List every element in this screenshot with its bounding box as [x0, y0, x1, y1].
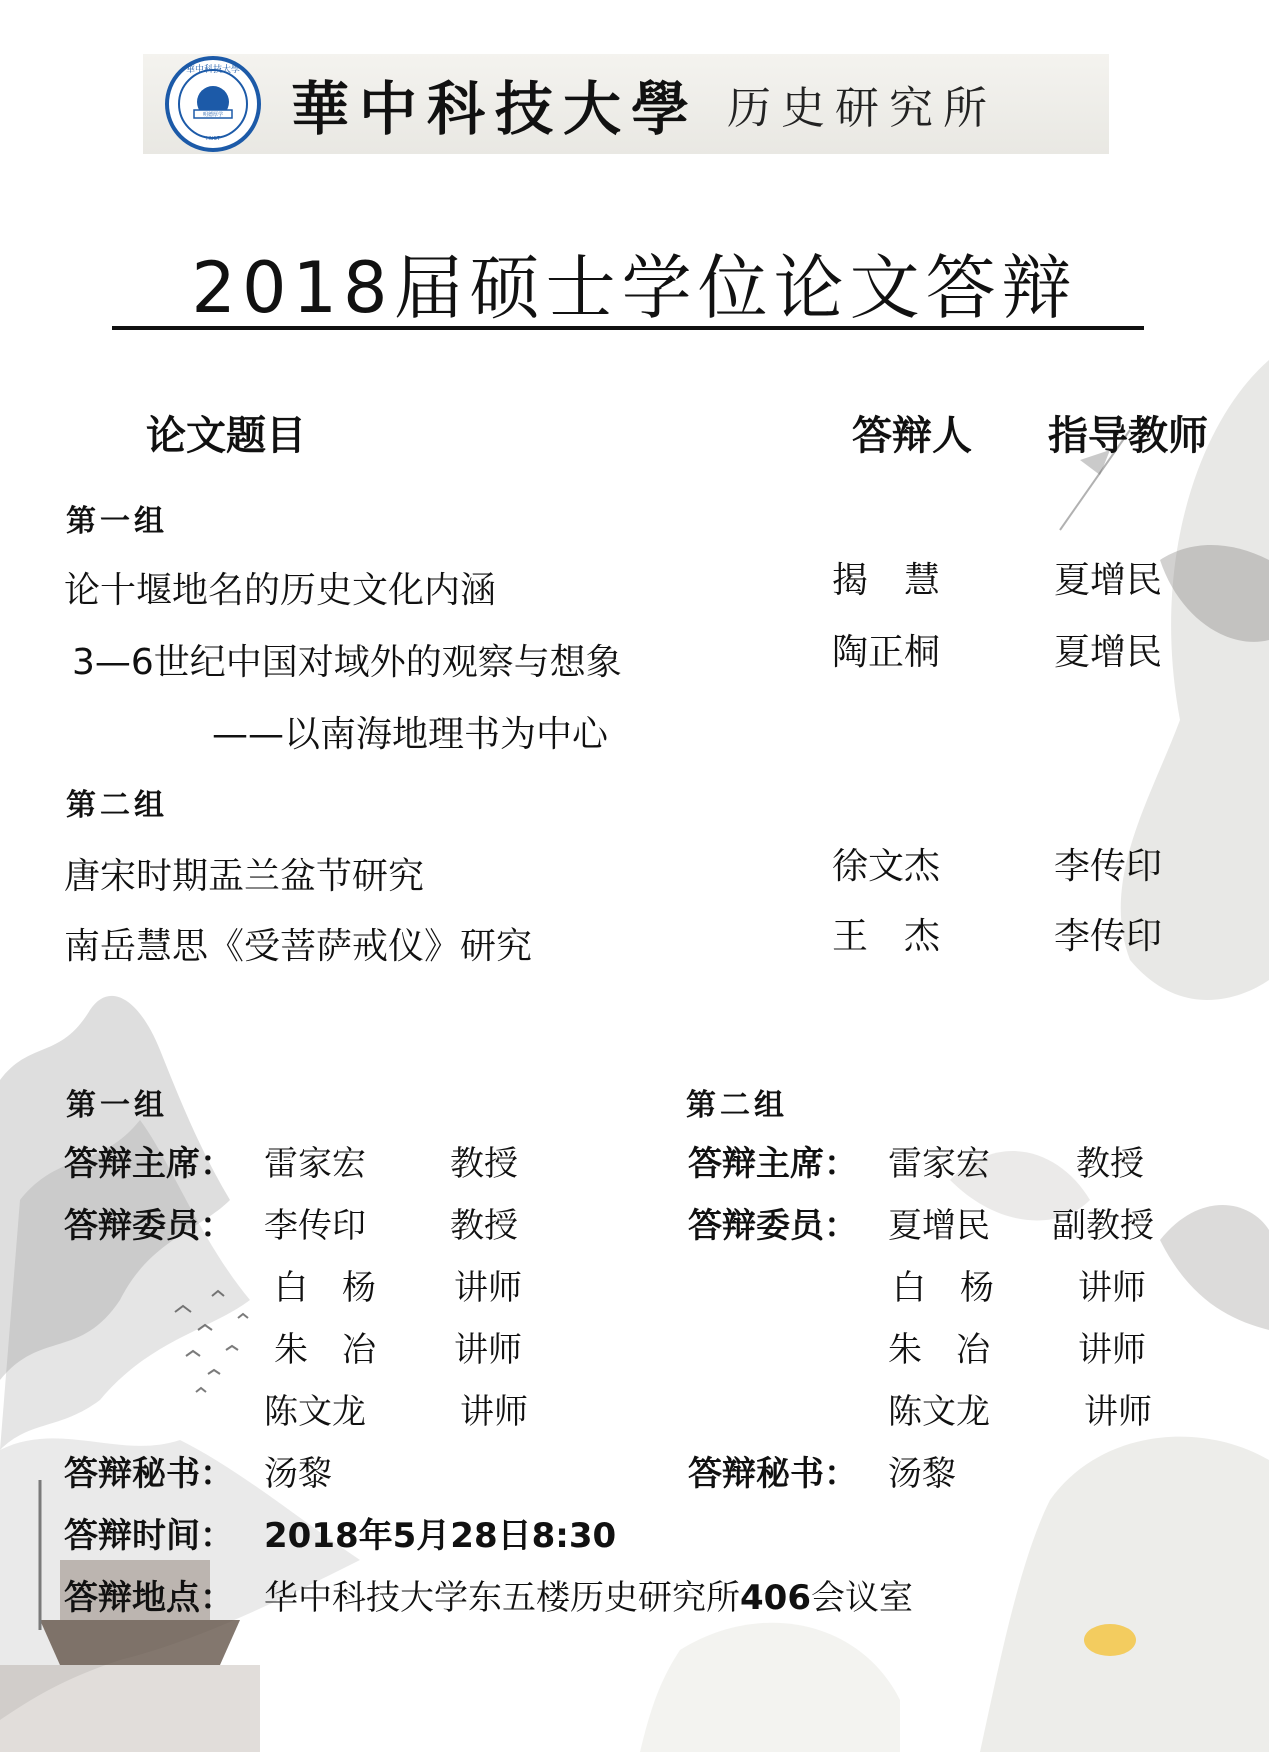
committee-member-name: 白 杨 — [892, 1268, 994, 1308]
header-banner — [143, 54, 1109, 154]
committee-member-name: 陈文龙 — [264, 1392, 366, 1432]
thesis-advisor: 李传印 — [1054, 846, 1163, 887]
committee-secretary-name: 汤黎 — [264, 1454, 332, 1494]
university-logo — [148, 54, 278, 154]
defense-time: 2018年5月28日8:30 — [264, 1516, 617, 1556]
committee-member-rank: 讲师 — [454, 1330, 522, 1370]
defense-place-building: 华中科技大学东五楼历史研究所 — [264, 1578, 740, 1618]
svg-text:明德厚学: 明德厚学 — [202, 112, 224, 118]
institute-name: 历史研究所 — [727, 83, 998, 134]
thesis-defender: 徐文杰 — [832, 846, 941, 887]
committee-member-name: 白 杨 — [274, 1268, 376, 1308]
committee-chair-rank: 教授 — [450, 1144, 518, 1184]
lotus-painting — [640, 360, 1269, 1752]
university-seal — [143, 54, 283, 154]
column-header-defender: 答辩人 — [852, 413, 972, 459]
column-header-advisor: 指导教师 — [1048, 413, 1208, 459]
committee-member-rank: 副教授 — [1052, 1206, 1154, 1246]
committee-member-name: 李传印 — [264, 1206, 366, 1246]
thesis-defender: 揭 慧 — [832, 560, 941, 601]
thesis-advisor: 夏增民 — [1054, 560, 1163, 601]
committee-group-label-1: 第一组 — [66, 1088, 168, 1123]
thesis-subtitle: ——以南海地理书为中心 — [212, 714, 609, 755]
group-label-1: 第一组 — [66, 504, 168, 539]
committee-member-rank: 讲师 — [454, 1268, 522, 1308]
committee-member-name: 朱 冶 — [888, 1330, 990, 1370]
committee-chair-rank: 教授 — [1076, 1144, 1144, 1184]
committee-member-name: 夏增民 — [888, 1206, 990, 1246]
thesis-advisor: 李传印 — [1054, 916, 1163, 957]
committee-member-rank: 讲师 — [460, 1392, 528, 1432]
committee-member-rank: 讲师 — [1084, 1392, 1152, 1432]
title-underline — [112, 326, 1144, 330]
defense-place — [264, 1570, 913, 1619]
committee-members-label: 答辩委员： — [64, 1206, 234, 1246]
defense-place-room: 406 — [740, 1578, 811, 1618]
thesis-defender: 王 杰 — [832, 916, 941, 957]
committee-secretary-label: 答辩秘书： — [688, 1454, 858, 1494]
committee-secretary-name: 汤黎 — [888, 1454, 956, 1494]
committee-member-name: 陈文龙 — [888, 1392, 990, 1432]
committee-chair-name: 雷家宏 — [264, 1144, 366, 1184]
committee-group-label-2: 第二组 — [686, 1088, 788, 1123]
svg-text:華中科技大學: 華中科技大學 — [185, 65, 241, 75]
defense-place-label: 答辩地点： — [64, 1578, 234, 1618]
thesis-title: 3—6世纪中国对域外的观察与想象 — [72, 642, 622, 683]
thesis-defender: 陶正桐 — [832, 632, 941, 673]
thesis-advisor: 夏增民 — [1054, 632, 1163, 673]
committee-member-rank: 讲师 — [1078, 1330, 1146, 1370]
committee-member-name: 朱 冶 — [274, 1330, 376, 1370]
thesis-title: 南岳慧思《受菩萨戒仪》研究 — [64, 926, 533, 967]
svg-text:HUST: HUST — [206, 136, 220, 142]
committee-member-rank: 教授 — [450, 1206, 518, 1246]
committee-chair-label: 答辩主席： — [688, 1144, 858, 1184]
thesis-title: 论十堰地名的历史文化内涵 — [64, 570, 497, 611]
thesis-title: 唐宋时期盂兰盆节研究 — [64, 856, 425, 897]
defense-place-suffix: 会议室 — [810, 1578, 913, 1618]
column-header-topic: 论文题目 — [146, 413, 306, 459]
committee-members-label: 答辩委员： — [688, 1206, 858, 1246]
page-title: 2018届硕士学位论文答辩 — [191, 247, 1078, 329]
group-label-2: 第二组 — [66, 788, 168, 823]
committee-chair-name: 雷家宏 — [888, 1144, 990, 1184]
committee-member-rank: 讲师 — [1078, 1268, 1146, 1308]
committee-secretary-label: 答辩秘书： — [64, 1454, 234, 1494]
university-name: 華中科技大學 — [291, 75, 700, 143]
defense-time-label: 答辩时间： — [64, 1516, 234, 1556]
committee-chair-label: 答辩主席： — [64, 1144, 234, 1184]
